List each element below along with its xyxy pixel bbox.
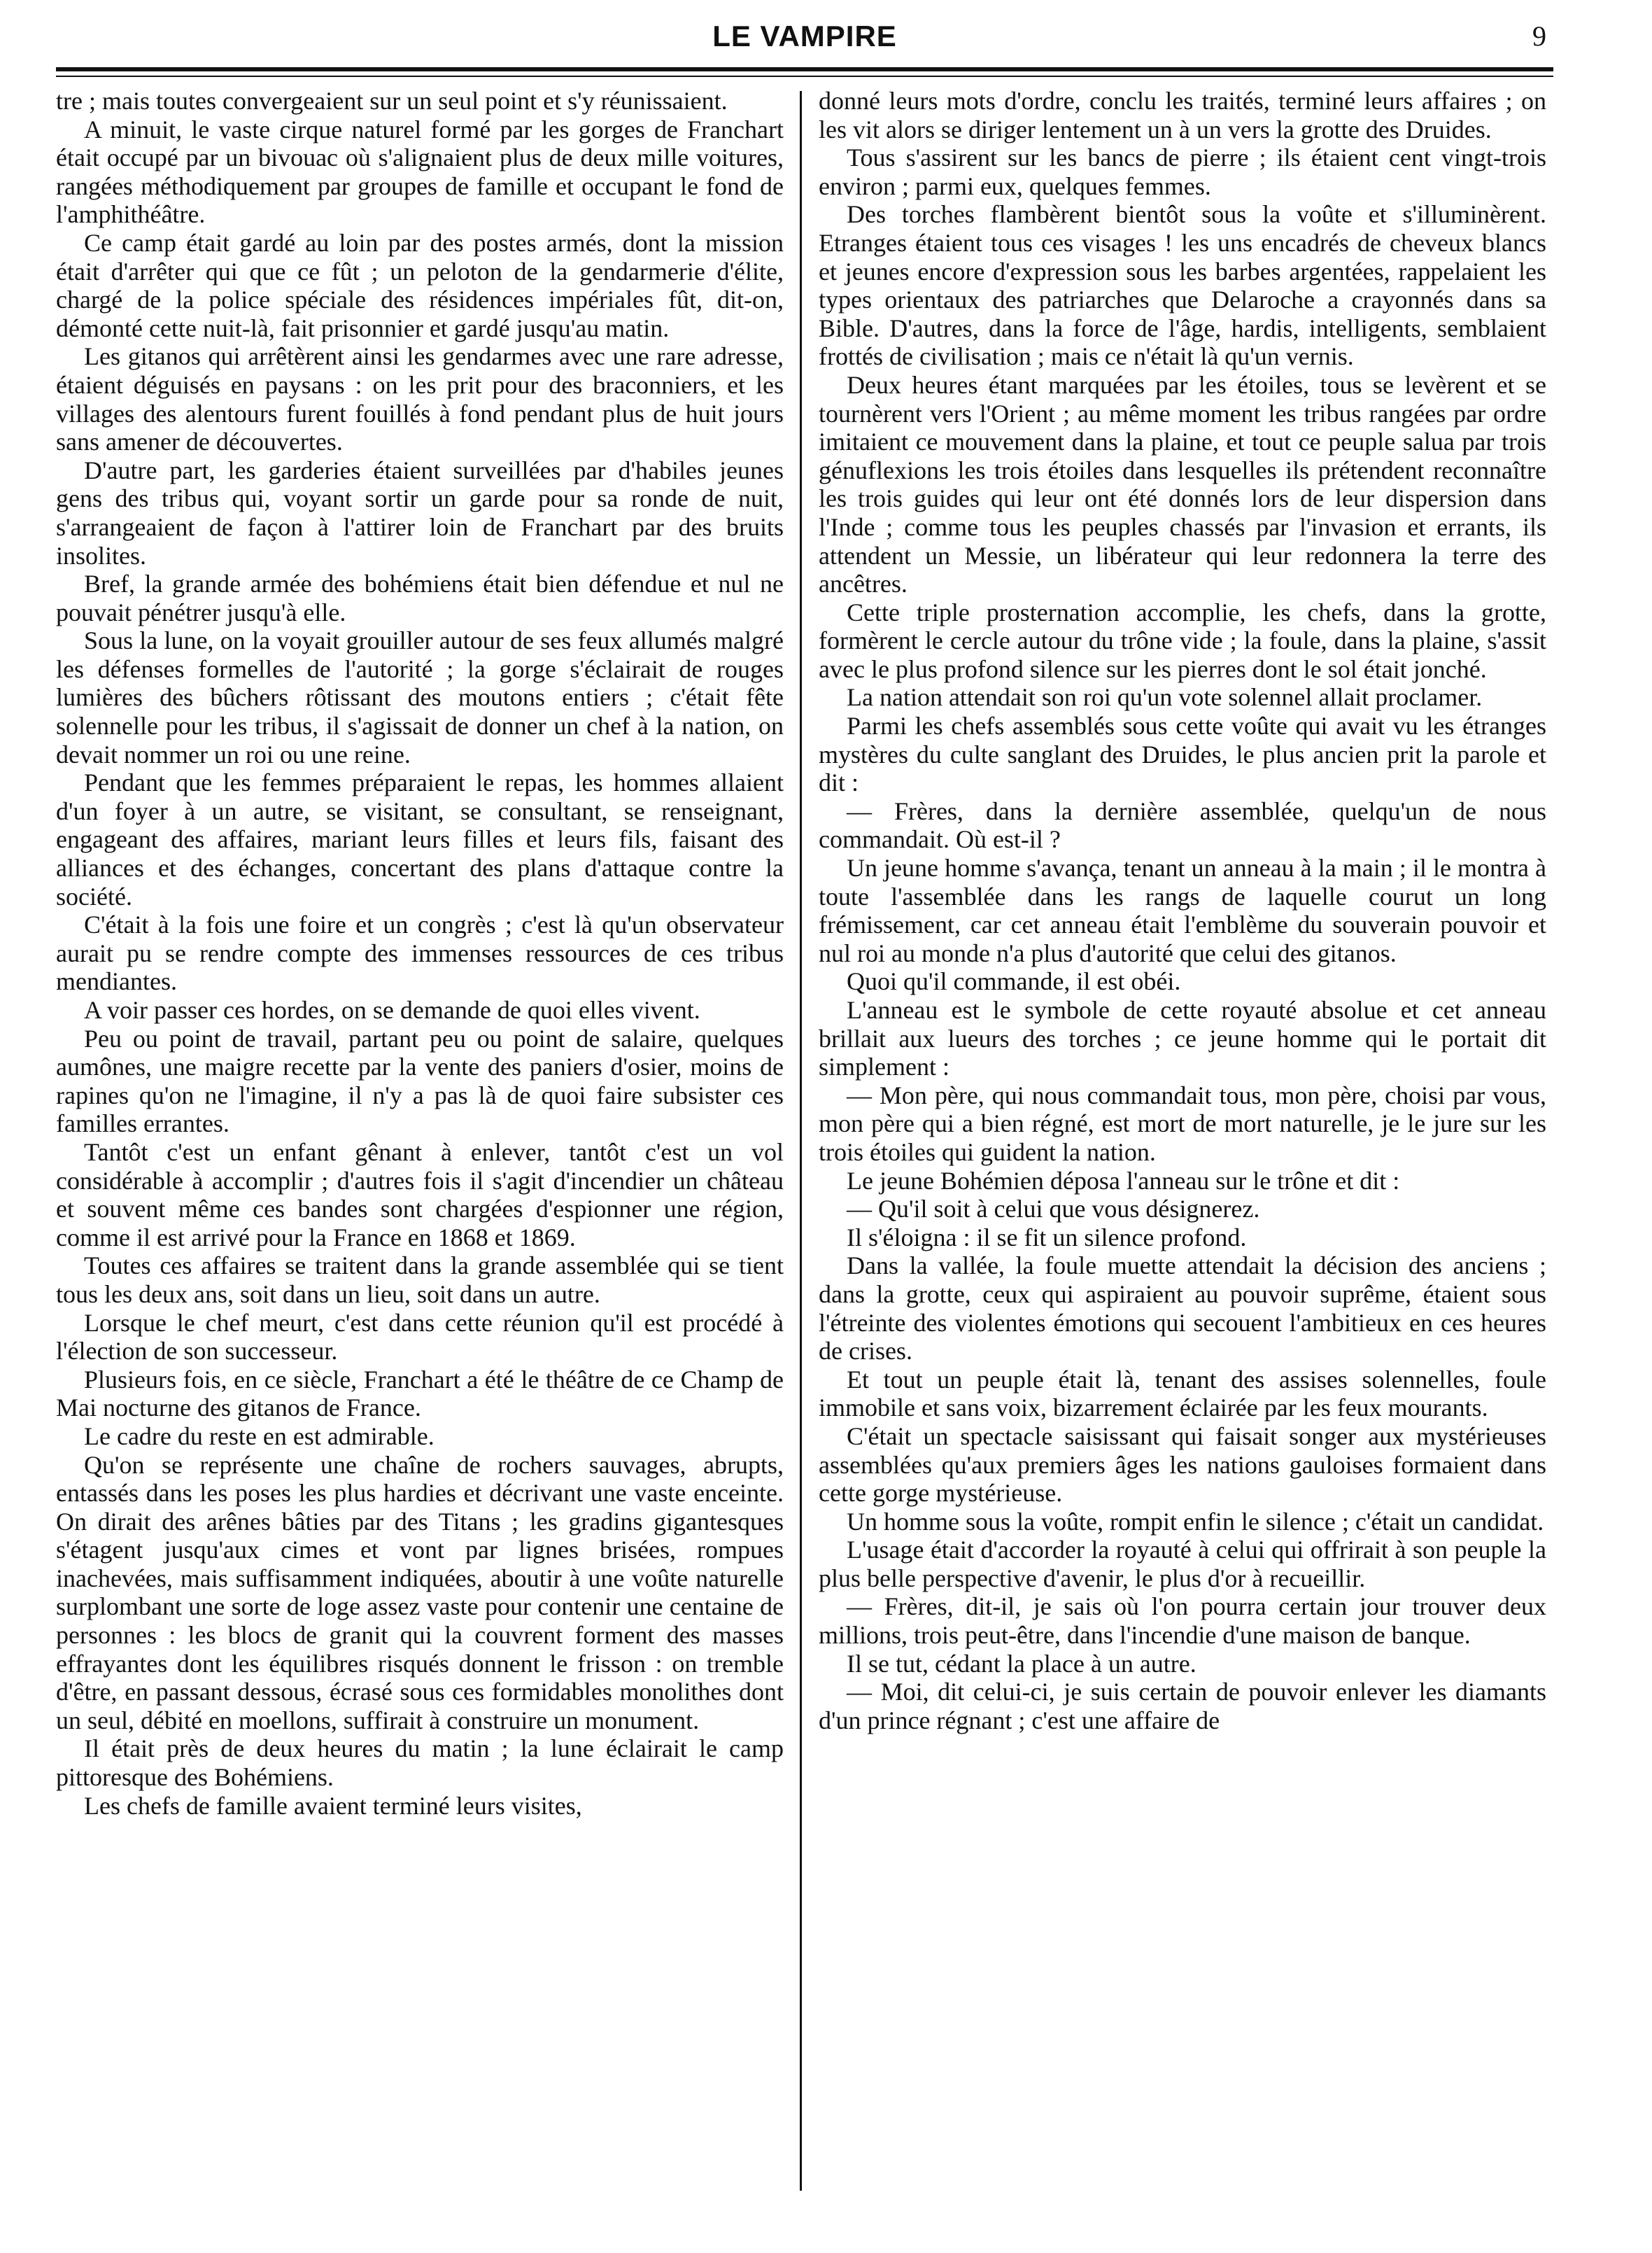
paragraph: Les chefs de famille avaient terminé leurs visites, (84, 1791, 582, 1820)
paragraph: C'était un spectacle saisissant qui faisait songer aux mystérieuses assemblées qu'aux premiers âges les nations gauloises formaient dans cette gorge mystérieuse. (819, 1422, 1546, 1508)
paragraph: A voir passer ces hordes, on se demande de quoi elles vivent. (84, 996, 700, 1024)
paragraph: Tous s'assirent sur les bancs de pierre ; ils étaient cent vingt-trois environ ; parmi eux, quelques femmes. (819, 143, 1546, 200)
paragraph: D'autre part, les garderies étaient surveillées par d'habiles jeunes gens des tribus qui, voyant sortir un garde pour sa ronde de nuit, s'arrangeaient de façon à l'attirer loin de Franchart par des bruits insolites. (56, 456, 784, 570)
paragraph: Et tout un peuple était là, tenant des assises solennelles, foule immobile et sans voix, bizarrement éclairée par les feux mourants. (819, 1365, 1546, 1422)
paragraph: Quoi qu'il commande, il est obéi. (847, 967, 1181, 996)
paragraph: Lorsque le chef meurt, c'est dans cette réunion qu'il est procédé à l'élection de son successeur. (56, 1308, 784, 1366)
paragraph: Parmi les chefs assemblés sous cette voûte qui avait vu les étranges mystères du culte sanglant des Druides, le plus ancien prit la parole et dit : (819, 712, 1546, 797)
paragraph: Bref, la grande armée des bohémiens était bien défendue et nul ne pouvait pénétrer jusqu'à elle. (56, 570, 784, 626)
paragraph: Dans la vallée, la foule muette attendait la décision des anciens ; dans la grotte, ceux qui aspiraient au pouvoir suprême, étaient sous l'étreinte des violentes émotions qui secouent l'ambitieux en ces heures de crises. (819, 1251, 1546, 1366)
paragraph: Toutes ces affaires se traitent dans la grande assemblée qui se tient tous les deux ans, soit dans un lieu, soit dans un autre. (56, 1251, 784, 1308)
paragraph: — Mon père, qui nous commandait tous, mon père, choisi par vous, mon père qui a bien régné, est mort de mort naturelle, je le jure sur les trois étoiles qui guident la nation. (819, 1081, 1546, 1166)
paragraph: donné leurs mots d'ordre, conclu les traités, terminé leurs affaires ; on les vit alors se diriger lentement un à un vers la grotte des Druides. (819, 87, 1546, 143)
paragraph: — Qu'il soit à celui que vous désignerez. (847, 1195, 1260, 1223)
paragraph: tre ; mais toutes convergeaient sur un seul point et s'y réunissaient. (56, 87, 728, 115)
paragraph: L'anneau est le symbole de cette royauté absolue et cet anneau brillait aux lueurs des torches ; ce jeune homme qui le portait dit simplement : (819, 996, 1546, 1081)
paragraph: Peu ou point de travail, partant peu ou point de salaire, quelques aumônes, une maigre recette par la vente des paniers d'osier, moins de rapines qu'on ne l'imagine, il n'y a pas là de quoi faire subsister ces familles errantes. (56, 1024, 784, 1138)
header-rule-thick (56, 67, 1553, 71)
paragraph: Qu'on se représente une chaîne de rochers sauvages, abrupts, entassés dans les poses les plus hardies et décrivant une vaste enceinte. On dirait des arênes bâties par des Titans ; les gradins gigantesques s'étagent jusqu'aux cimes et vont par lignes brisées, rompues inachevées, mais suffisamment indiquées, aboutir à une voûte naturelle surplombant une sorte de loge assez vaste pour contenir une centaine de personnes : les blocs de granit qui la couvrent forment des masses effrayantes dont les équilibres risqués donnent le frisson : on tremble d'être, en passant dessous, écrasé sous ces formidables monolithes dont un seul, débité en moellons, suffirait à construire un monument. (56, 1450, 784, 1734)
paragraph: Il se tut, cédant la place à un autre. (847, 1649, 1196, 1678)
paragraph: — Moi, dit celui-ci, je suis certain de pouvoir enlever les diamants d'un prince régnant ; c'est une affaire de (819, 1678, 1546, 1734)
paragraph: Les gitanos qui arrêtèrent ainsi les gendarmes avec une rare adresse, étaient déguisés en paysans : on les prit pour des braconniers, et les villages des alentours furent fouillés à fond pendant plus de huit jours sans amener de découvertes. (56, 342, 784, 456)
left-column (56, 87, 784, 2222)
paragraph: Sous la lune, on la voyait grouiller autour de ses feux allumés malgré les défenses formelles de l'autorité ; la gorge s'éclairait de rouges lumières des bûchers rôtissant des moutons entiers ; c'était fête solennelle pour les tribus, il s'agissait de donner un chef à la nation, on devait nommer un roi ou une reine. (56, 626, 784, 768)
paragraph: La nation attendait son roi qu'un vote solennel allait proclamer. (847, 683, 1483, 712)
header-rule-thin (56, 76, 1553, 77)
page-number: 9 (1532, 20, 1546, 52)
column-separator (800, 91, 802, 2191)
paragraph: Il s'éloigna : il se fit un silence profond. (847, 1223, 1247, 1251)
paragraph: — Frères, dit-il, je sais où l'on pourra certain jour trouver deux millions, trois peut-être, dans l'incendie d'une maison de banque. (819, 1592, 1546, 1650)
right-column (819, 87, 1546, 2222)
paragraph: Un homme sous la voûte, rompit enfin le silence ; c'était un candidat. (847, 1507, 1544, 1536)
paragraph: C'était à la fois une foire et un congrès ; c'est là qu'un observateur aurait pu se rendre compte des immenses ressources de ces tribus mendiantes. (56, 911, 784, 996)
page-header (56, 20, 1553, 62)
running-title: LE VAMPIRE (712, 20, 897, 52)
paragraph: Ce camp était gardé au loin par des postes armés, dont la mission était d'arrêter qui que ce fût ; un peloton de la gendarmerie d'élite, chargé de la police spéciale des résidences impériales fût, dit-on, démonté cette nuit-là, fait prisonnier et gardé jusqu'au matin. (56, 228, 784, 342)
paragraph: Le jeune Bohémien déposa l'anneau sur le trône et dit : (847, 1166, 1400, 1195)
paragraph: A minuit, le vaste cirque naturel formé par les gorges de Franchart était occupé par un bivouac où s'alignaient plus de deux mille voitures, rangées méthodiquement par groupes de famille et occupant le fond de l'amphithéâtre. (56, 115, 784, 229)
paragraph: Le cadre du reste en est admirable. (84, 1422, 435, 1450)
paragraph: Plusieurs fois, en ce siècle, Franchart a été le théâtre de ce Champ de Mai nocturne des gitanos de France. (56, 1365, 784, 1422)
paragraph: Un jeune homme s'avança, tenant un anneau à la main ; il le montra à toute l'assemblée dans les rangs de laquelle courut un long frémissement, car cet anneau était l'emblème du souverain pouvoir et nul roi au monde n'a plus d'autorité que celui des gitanos. (819, 854, 1546, 967)
paragraph: Des torches flambèrent bientôt sous la voûte et s'illuminèrent. Etranges étaient tous ces visages ! les uns encadrés de cheveux blancs et jeunes encore d'expression sous les barbes argentées, rappelaient les types orientaux des patriarches que Delaroche a crayonnés dans sa Bible. D'autres, dans la force de l'âge, hardis, intelligents, semblaient frottés de civilisation ; mais ce n'était là qu'un vernis. (819, 200, 1546, 371)
paragraph: L'usage était d'accorder la royauté à celui qui offrirait à son peuple la plus belle perspective d'avenir, le plus d'or à recueillir. (819, 1536, 1546, 1592)
paragraph: Tantôt c'est un enfant gênant à enlever, tantôt c'est un vol considérable à accomplir ; d'autres fois il s'agit d'incendier un château et souvent même ces bandes sont chargées d'espionner une région, comme il est arrivé pour la France en 1868 et 1869. (56, 1137, 784, 1251)
paragraph: Cette triple prosternation accomplie, les chefs, dans la grotte, formèrent le cercle autour du trône vide ; la foule, dans la plaine, s'assit avec le plus profond silence sur les pierres dont le sol était jonché. (819, 598, 1546, 683)
paragraph: Pendant que les femmes préparaient le repas, les hommes allaient d'un foyer à un autre, se visitant, se consultant, se renseignant, engageant des affaires, mariant leurs filles et leurs fils, faisant des alliances et des échanges, concertant des plans d'attaque contre la société. (56, 768, 784, 911)
paragraph: Il était près de deux heures du matin ; la lune éclairait le camp pittoresque des Bohémiens. (56, 1734, 784, 1792)
paragraph: — Frères, dans la dernière assemblée, quelqu'un de nous commandait. Où est-il ? (819, 796, 1546, 854)
paragraph: Deux heures étant marquées par les étoiles, tous se levèrent et se tournèrent vers l'Orient ; au même moment les tribus rangées par ordre imitaient ce mouvement dans la plaine, et tout ce peuple salua par trois génuflexions les trois étoiles dans lesquelles ils prétendent reconnaître les trois guides qui leur ont été donnés lors de leur dispersion dans l'Inde ; comme tous les peuples chassés par l'invasion et errants, ils attendent un Messie, un libérateur qui leur redonnera la terre des ancêtres. (819, 370, 1546, 598)
